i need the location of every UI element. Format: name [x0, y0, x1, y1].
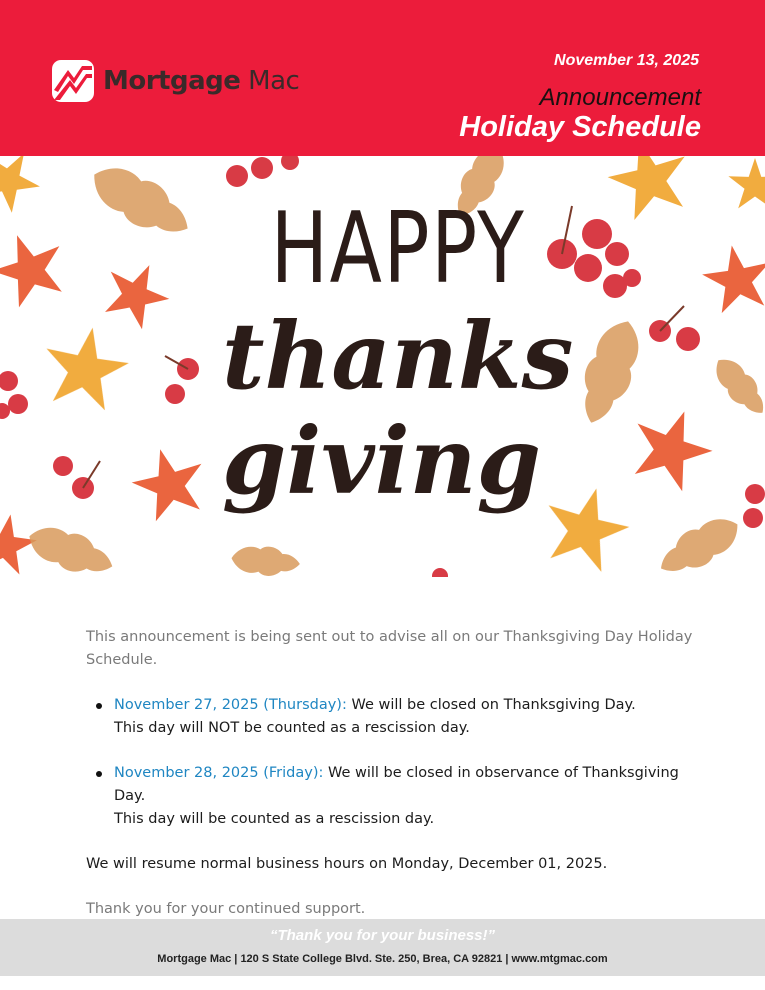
intro-paragraph: This announcement is being sent out to advise all on our Thanksgiving Day Holiday Schedule. — [86, 629, 693, 668]
brand-name: Mortgage Mac — [103, 66, 300, 96]
holiday-text: We will be closed on Thanksgiving Day. — [346, 697, 636, 713]
footer-address: Mortgage Mac | 120 S State College Blvd. Ste. 250, Brea, CA 92821 | www.mtgmac.com — [157, 953, 608, 965]
brand-logo — [52, 60, 299, 102]
holiday-date: November 28, 2025 (Friday): — [114, 765, 324, 781]
announcement-body — [86, 626, 696, 921]
mortgage-mac-logo-icon — [52, 60, 94, 102]
thanks-heading: thanks — [222, 302, 574, 410]
giving-heading: giving — [222, 407, 541, 515]
header-band — [0, 0, 765, 156]
list-item — [86, 762, 696, 831]
list-item — [86, 694, 696, 740]
announcement-date: November 13, 2025 — [554, 52, 699, 69]
holiday-text: We will be closed in observance of Thanksgiving Day. — [114, 765, 679, 804]
holiday-note: This day will be counted as a rescission day. — [114, 811, 435, 827]
happy-heading: HAPPY — [270, 192, 526, 306]
page-title: Holiday Schedule — [459, 111, 701, 143]
footer-quote: “Thank you for your business!” — [269, 927, 496, 944]
thanks-paragraph: Thank you for your continued support. — [86, 901, 366, 917]
resume-paragraph: We will resume normal business hours on Monday, December 01, 2025. — [86, 856, 608, 872]
footer-band — [0, 919, 765, 976]
holiday-date: November 27, 2025 (Thursday): — [114, 697, 347, 713]
holiday-note: This day will NOT be counted as a rescission day. — [114, 720, 470, 736]
thanksgiving-banner — [0, 156, 765, 577]
announcement-label: Announcement — [539, 84, 701, 111]
